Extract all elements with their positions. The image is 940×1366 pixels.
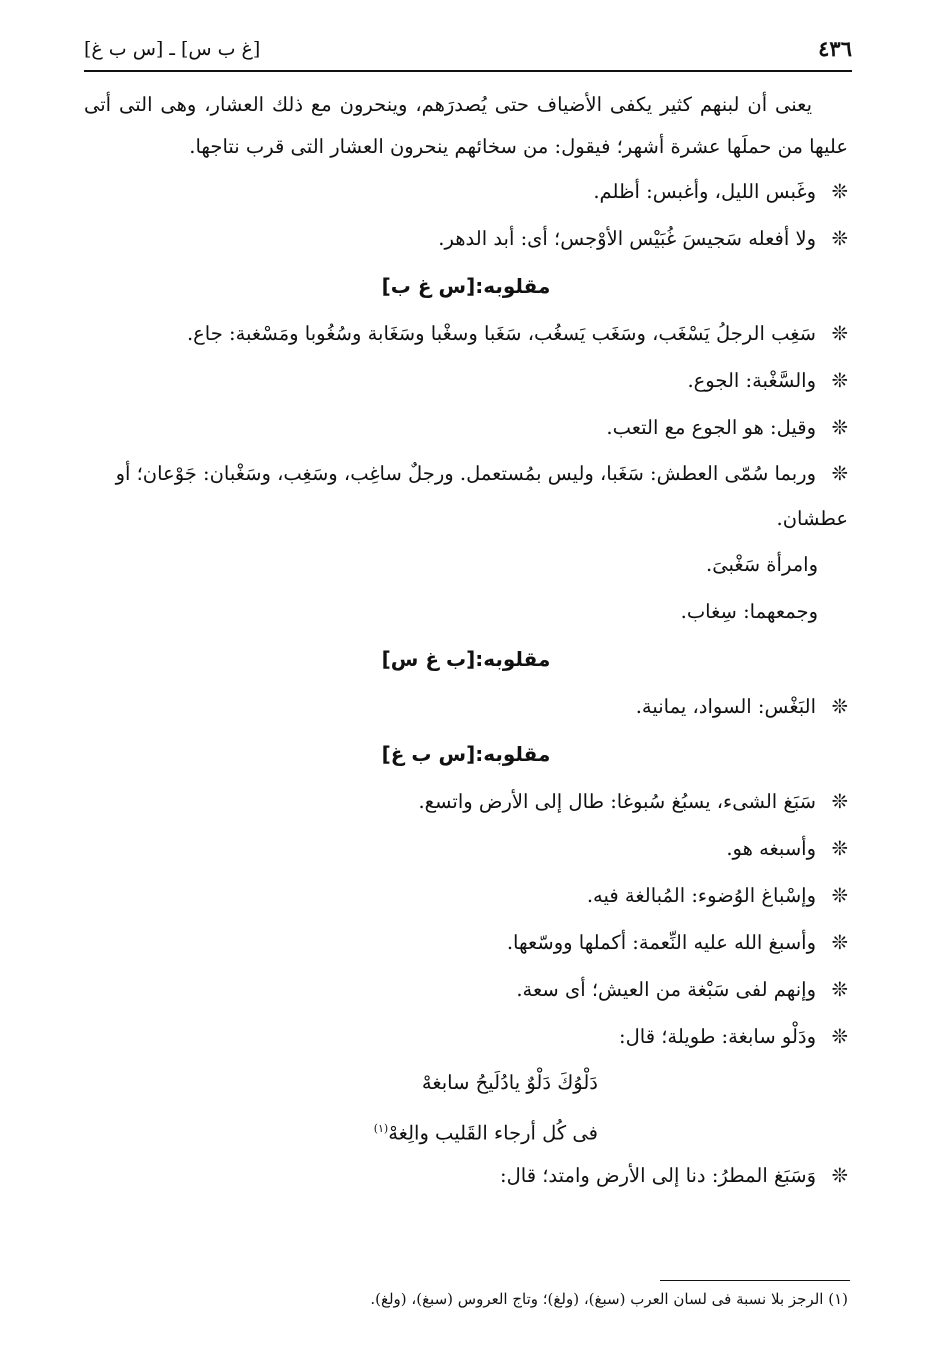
entry-text: البَغْس: السواد، يمانية. xyxy=(635,695,816,718)
entry-text: وأسبغ الله عليه النِّعمة: أكملها ووسّعها. xyxy=(506,931,816,954)
entry xyxy=(84,966,848,1013)
page-number: ٤٣٦ xyxy=(818,36,852,61)
section-heading: مقلوبه:[س غ ب] xyxy=(381,274,551,298)
entry-text: ولا أفعله سَجيسَ غُبَيْس الأوْجس؛ أى: أبد الدهر. xyxy=(438,227,816,250)
entry xyxy=(84,1013,848,1060)
entry-text: سَبَغ الشىء، يسبُغ سُبوغا: طال إلى الأرض واتسع. xyxy=(418,790,816,813)
bullet-icon: ❊ xyxy=(831,1164,848,1187)
intro-paragraph: يعنى أن لبنهم كثير يكفى الأضياف حتى يُصدرَهم، وينحرون مع ذلك العشار، وهى التى أتى عليها من حملَها عشرة أشهر؛ فيقول: من سخائهم ينحرون العشار التى قرب نتاجها. xyxy=(84,93,848,158)
footnote: (١) الرجز بلا نسبة فى لسان العرب (سبغ)، (ولغ)؛ وتاج العروس (سبغ)، (ولغ). xyxy=(370,1290,848,1308)
bullet-icon: ❊ xyxy=(831,1025,848,1048)
entry xyxy=(84,919,848,966)
bullet-icon: ❊ xyxy=(831,416,848,439)
bullet-icon: ❊ xyxy=(831,322,848,345)
verse-line xyxy=(84,1106,848,1152)
bullet-icon: ❊ xyxy=(831,837,848,860)
entry-text: وقيل: هو الجوع مع التعب. xyxy=(606,416,816,439)
bullet-icon: ❊ xyxy=(831,695,848,718)
entry xyxy=(84,451,848,541)
bullet-icon: ❊ xyxy=(831,180,848,203)
bullet-icon: ❊ xyxy=(831,884,848,907)
page-header xyxy=(84,36,852,72)
entry-text: سَغِب الرجلُ يَسْغَب، وسَغَب يَسغُب، سَغَبا وسغْبا وسَغَابة وسُغُوبا ومَسْغبة: جاع. xyxy=(186,322,816,345)
plain-line: وامرأة سَغْبىَ. xyxy=(706,553,818,576)
body-text xyxy=(84,84,848,1199)
bullet-icon: ❊ xyxy=(831,790,848,813)
entry-text: وأسبغه هو. xyxy=(726,837,816,860)
entry xyxy=(84,683,848,730)
section-heading: مقلوبه:[ب غ س] xyxy=(381,647,551,671)
verse-line xyxy=(84,1060,848,1106)
header-rule xyxy=(84,70,852,72)
entry-text: وغَبس الليل، وأغبس: أظلم. xyxy=(593,180,816,203)
entry-text: وإسْباغ الوُضوء: المُبالغة فيه. xyxy=(586,884,816,907)
bullet-icon: ❊ xyxy=(831,462,848,485)
running-head: [غ ب س] ـ [س ب غ] xyxy=(84,38,261,60)
bullet-icon: ❊ xyxy=(831,978,848,1001)
footnote-rule xyxy=(660,1280,850,1281)
entry xyxy=(84,215,848,262)
entry-text: ودَلْو سابغة: طويلة؛ قال: xyxy=(619,1025,816,1048)
plain-line: وجمعهما: سِغاب. xyxy=(680,600,818,623)
entry-text: وربما سُمّى العطش: سَغَبا، وليس بمُستعمل. ورجلٌ ساغِب، وسَغِب، وسَغْبان: جَوْعان؛ أو عطشان. xyxy=(115,462,848,530)
bullet-icon: ❊ xyxy=(831,931,848,954)
entry xyxy=(84,168,848,215)
entry xyxy=(84,357,848,404)
entry-text: وإنهم لفى سَبْغة من العيش؛ أى سعة. xyxy=(516,978,816,1001)
entry xyxy=(84,1152,848,1199)
verse-text: دَلْوُكَ دَلْوٌ يادُلَيحُ سابغهْ xyxy=(421,1071,598,1094)
entry xyxy=(84,404,848,451)
entry xyxy=(84,872,848,919)
entry xyxy=(84,825,848,872)
entry xyxy=(84,310,848,357)
bullet-icon: ❊ xyxy=(831,227,848,250)
footnote-marker: (١) xyxy=(373,1122,389,1135)
entry-text: والسَّغْبة: الجوع. xyxy=(687,369,816,392)
bullet-icon: ❊ xyxy=(831,369,848,392)
entry-text: وَسَبَغ المطرُ: دنا إلى الأرض وامتد؛ قال: xyxy=(500,1164,816,1187)
verse-text: فى كُل أرجاء القَليب والِغهْ xyxy=(388,1121,598,1145)
entry xyxy=(84,778,848,825)
section-heading: مقلوبه:[س ب غ] xyxy=(381,742,551,766)
